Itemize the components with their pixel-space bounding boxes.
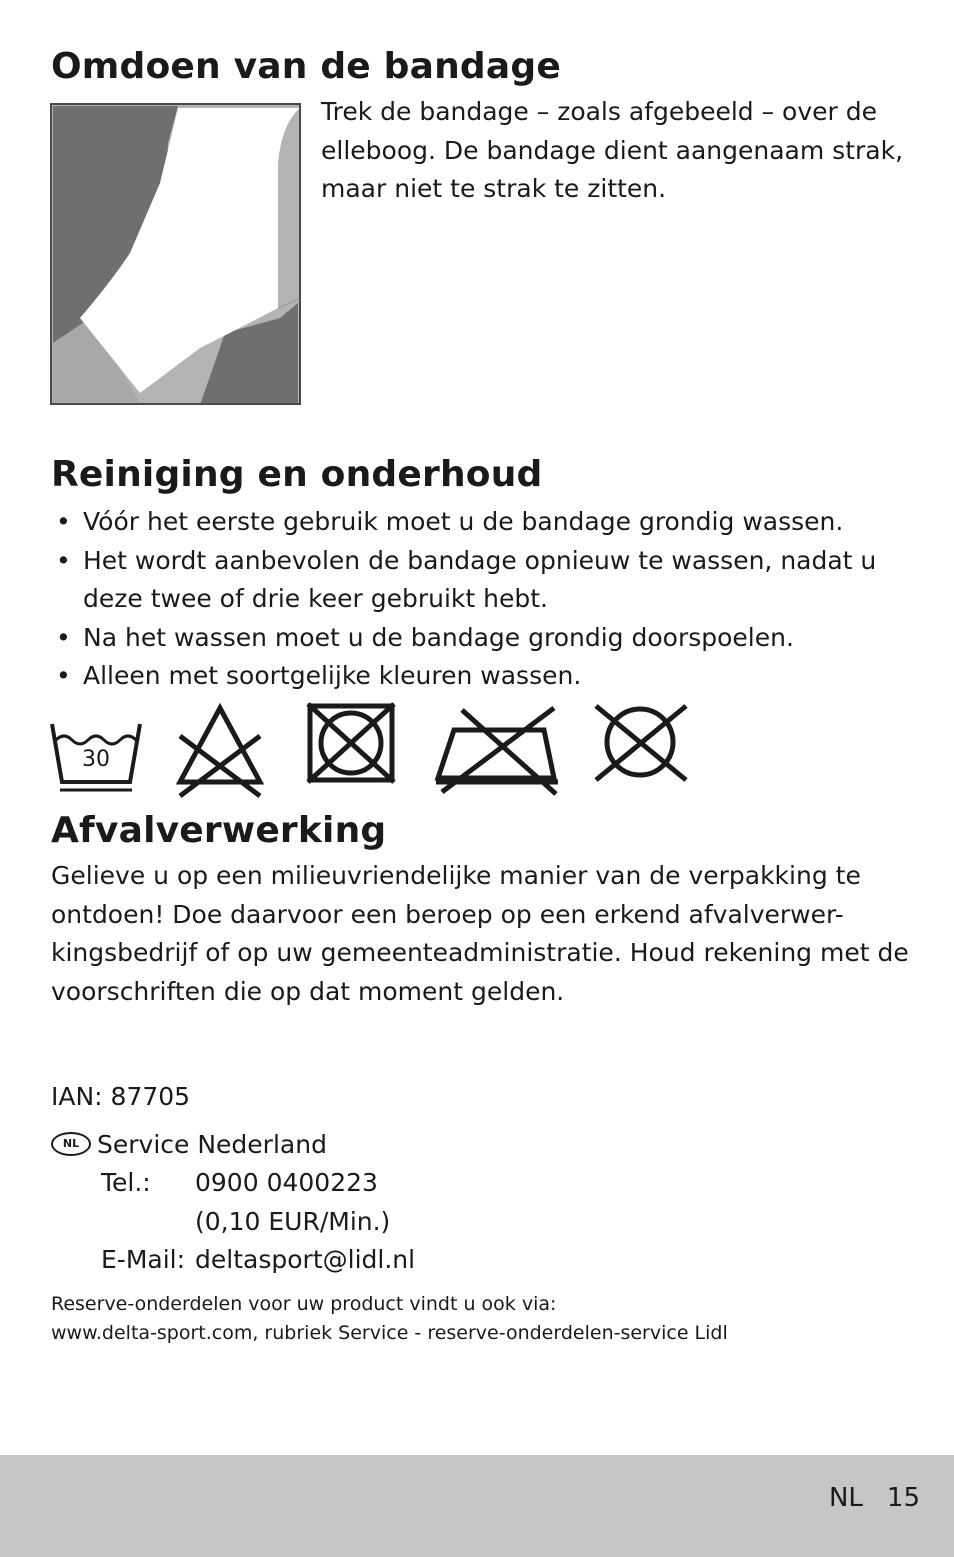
rate-row — [101, 1203, 415, 1242]
email-label: E-Mail: — [101, 1245, 186, 1274]
phone-row — [101, 1164, 415, 1203]
apply-text — [321, 93, 903, 209]
section-title-apply: Omdoen van de bandage — [51, 46, 561, 87]
page-footer — [0, 1455, 954, 1557]
list-item: • Vóór het eerste gebruik moet u de bandage grondig wassen. — [56, 507, 844, 536]
list-item: • Het wordt aanbevolen de bandage opnieuw te wassen, nadat u deze twee of drie keer gebruikt hebt. — [56, 545, 877, 613]
service-contact — [101, 1164, 415, 1280]
text-line: voorschriften die op dat moment gelden. — [51, 976, 565, 1006]
no-bleach-icon — [172, 700, 268, 800]
language-code: NL — [828, 1483, 863, 1513]
nl-country-badge: NL — [51, 1132, 91, 1156]
call-rate: (0,10 EUR/Min.) — [195, 1206, 391, 1236]
ian-number: IAN: 87705 — [51, 1082, 191, 1111]
text-line: elleboog. De bandage dient aangenaam strak, — [321, 135, 904, 165]
text-line: ontdoen! Doe daarvoor een beroep op een erkend afvalverwer- — [51, 899, 844, 929]
text-line: Reserve-onderdelen voor uw product vindt u ook via: — [51, 1293, 557, 1315]
list-item: • Alleen met soortgelijke kleuren wassen. — [56, 661, 582, 690]
wash-30-icon — [48, 700, 148, 796]
spare-parts-note — [51, 1290, 728, 1348]
page-number — [829, 1483, 920, 1513]
email-row — [101, 1241, 415, 1280]
text-line: maar niet te strak te zitten. — [321, 174, 667, 203]
disposal-text — [51, 857, 909, 1011]
phone-label: Tel.: — [101, 1168, 151, 1197]
elbow-bandage-illustration — [50, 103, 301, 405]
phone-number: 0900 0400223 — [195, 1168, 378, 1197]
service-name: Service Nederland — [97, 1130, 327, 1159]
care-bullet-list — [51, 503, 931, 696]
spare-parts-link[interactable]: www.delta-sport.com, rubriek Service - reserve-onderdelen-service Lidl — [51, 1322, 728, 1344]
page-number-value: 15 — [886, 1483, 920, 1513]
care-symbols — [48, 700, 698, 800]
wash-temp-label: 30 — [82, 747, 110, 772]
list-item: • Na het wassen moet u de bandage grondig doorspoelen. — [56, 622, 794, 652]
section-title-care: Reiniging en onderhoud — [51, 454, 543, 495]
text-line: Trek de bandage – zoals afgebeeld – over de — [321, 97, 878, 126]
no-dry-clean-icon — [590, 700, 690, 784]
section-title-disposal: Afvalverwerking — [51, 810, 387, 851]
no-iron-icon — [432, 700, 564, 800]
text-line: kingsbedrijf of op uw gemeenteadministratie. Houd rekening met de — [51, 938, 909, 967]
text-line: Gelieve u op een milieuvriendelijke manier van de verpakking te — [51, 861, 861, 890]
no-tumble-dry-icon — [304, 700, 400, 786]
email-address[interactable]: deltasport@lidl.nl — [195, 1245, 416, 1274]
service-heading — [51, 1126, 327, 1165]
